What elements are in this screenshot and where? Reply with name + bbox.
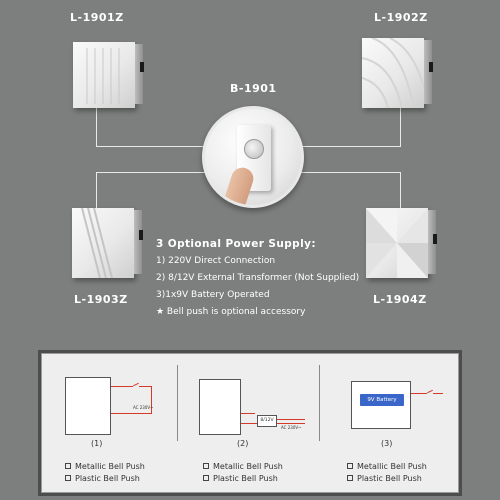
- checkbox[interactable]: [347, 463, 353, 469]
- wire: [241, 413, 255, 414]
- connector-line: [96, 172, 97, 208]
- checkbox[interactable]: [347, 475, 353, 481]
- option-plastic-bell-push-3[interactable]: Plastic Bell Push: [347, 473, 422, 485]
- option-metallic-bell-push-3[interactable]: Metallic Bell Push: [347, 461, 427, 473]
- chime-unit: [65, 377, 111, 435]
- battery-label: 9V Battery: [360, 394, 404, 406]
- label-l1901z: L-1901Z: [70, 11, 124, 24]
- power-supply-note: ★ Bell push is optional accessory: [156, 307, 306, 317]
- wire: [411, 393, 427, 394]
- wire: [433, 393, 443, 394]
- power-supply-title: 3 Optional Power Supply:: [156, 238, 316, 250]
- connector-line: [400, 172, 401, 208]
- option-metallic-bell-push-1[interactable]: Metallic Bell Push: [65, 461, 145, 473]
- wire: [277, 419, 305, 420]
- wire: [241, 423, 257, 424]
- label-l1903z: L-1903Z: [74, 293, 128, 306]
- diagram-number-2: (2): [237, 439, 249, 448]
- doorbell-l1901z-image: [73, 42, 135, 108]
- wire-label-1: AC 230V~: [133, 405, 154, 410]
- chime-unit: [351, 381, 411, 429]
- diagram-number-3: (3): [381, 439, 393, 448]
- wire: [139, 386, 151, 387]
- wire: [277, 423, 305, 424]
- doorbell-l1902z-image: [362, 38, 424, 108]
- connector-line: [300, 146, 401, 147]
- power-supply-item-1: 1) 220V Direct Connection: [156, 256, 276, 266]
- connector-line: [300, 172, 401, 173]
- connector-line: [96, 172, 206, 173]
- option-metallic-bell-push-2[interactable]: Metallic Bell Push: [203, 461, 283, 473]
- transformer: 8/12V: [257, 415, 277, 427]
- checkbox[interactable]: [203, 475, 209, 481]
- checkbox[interactable]: [203, 463, 209, 469]
- connector-line: [96, 146, 206, 147]
- power-supply-item-2: 2) 8/12V External Transformer (Not Supplied): [156, 273, 360, 283]
- connector-line: [400, 108, 401, 146]
- bell-push-b1901-image: [202, 106, 304, 208]
- wiring-diagram-panel: [38, 350, 462, 496]
- label-l1902z: L-1902Z: [374, 11, 428, 24]
- option-plastic-bell-push-1[interactable]: Plastic Bell Push: [65, 473, 140, 485]
- label-b1901: B-1901: [230, 82, 277, 95]
- wire: [111, 386, 133, 387]
- doorbell-l1903z-image: [72, 208, 134, 278]
- wire: [111, 413, 152, 414]
- power-supply-info: [156, 236, 359, 321]
- option-plastic-bell-push-2[interactable]: Plastic Bell Push: [203, 473, 278, 485]
- divider: [177, 365, 178, 441]
- connector-line: [96, 108, 97, 146]
- diagram-number-1: (1): [91, 439, 103, 448]
- wire-label-2: AC 230V~: [281, 425, 302, 430]
- chime-unit: [199, 379, 241, 435]
- power-supply-item-3: 3)1x9V Battery Operated: [156, 290, 270, 300]
- checkbox[interactable]: [65, 463, 71, 469]
- checkbox[interactable]: [65, 475, 71, 481]
- label-l1904z: L-1904Z: [373, 293, 427, 306]
- divider: [319, 365, 320, 441]
- doorbell-l1904z-image: [366, 208, 428, 278]
